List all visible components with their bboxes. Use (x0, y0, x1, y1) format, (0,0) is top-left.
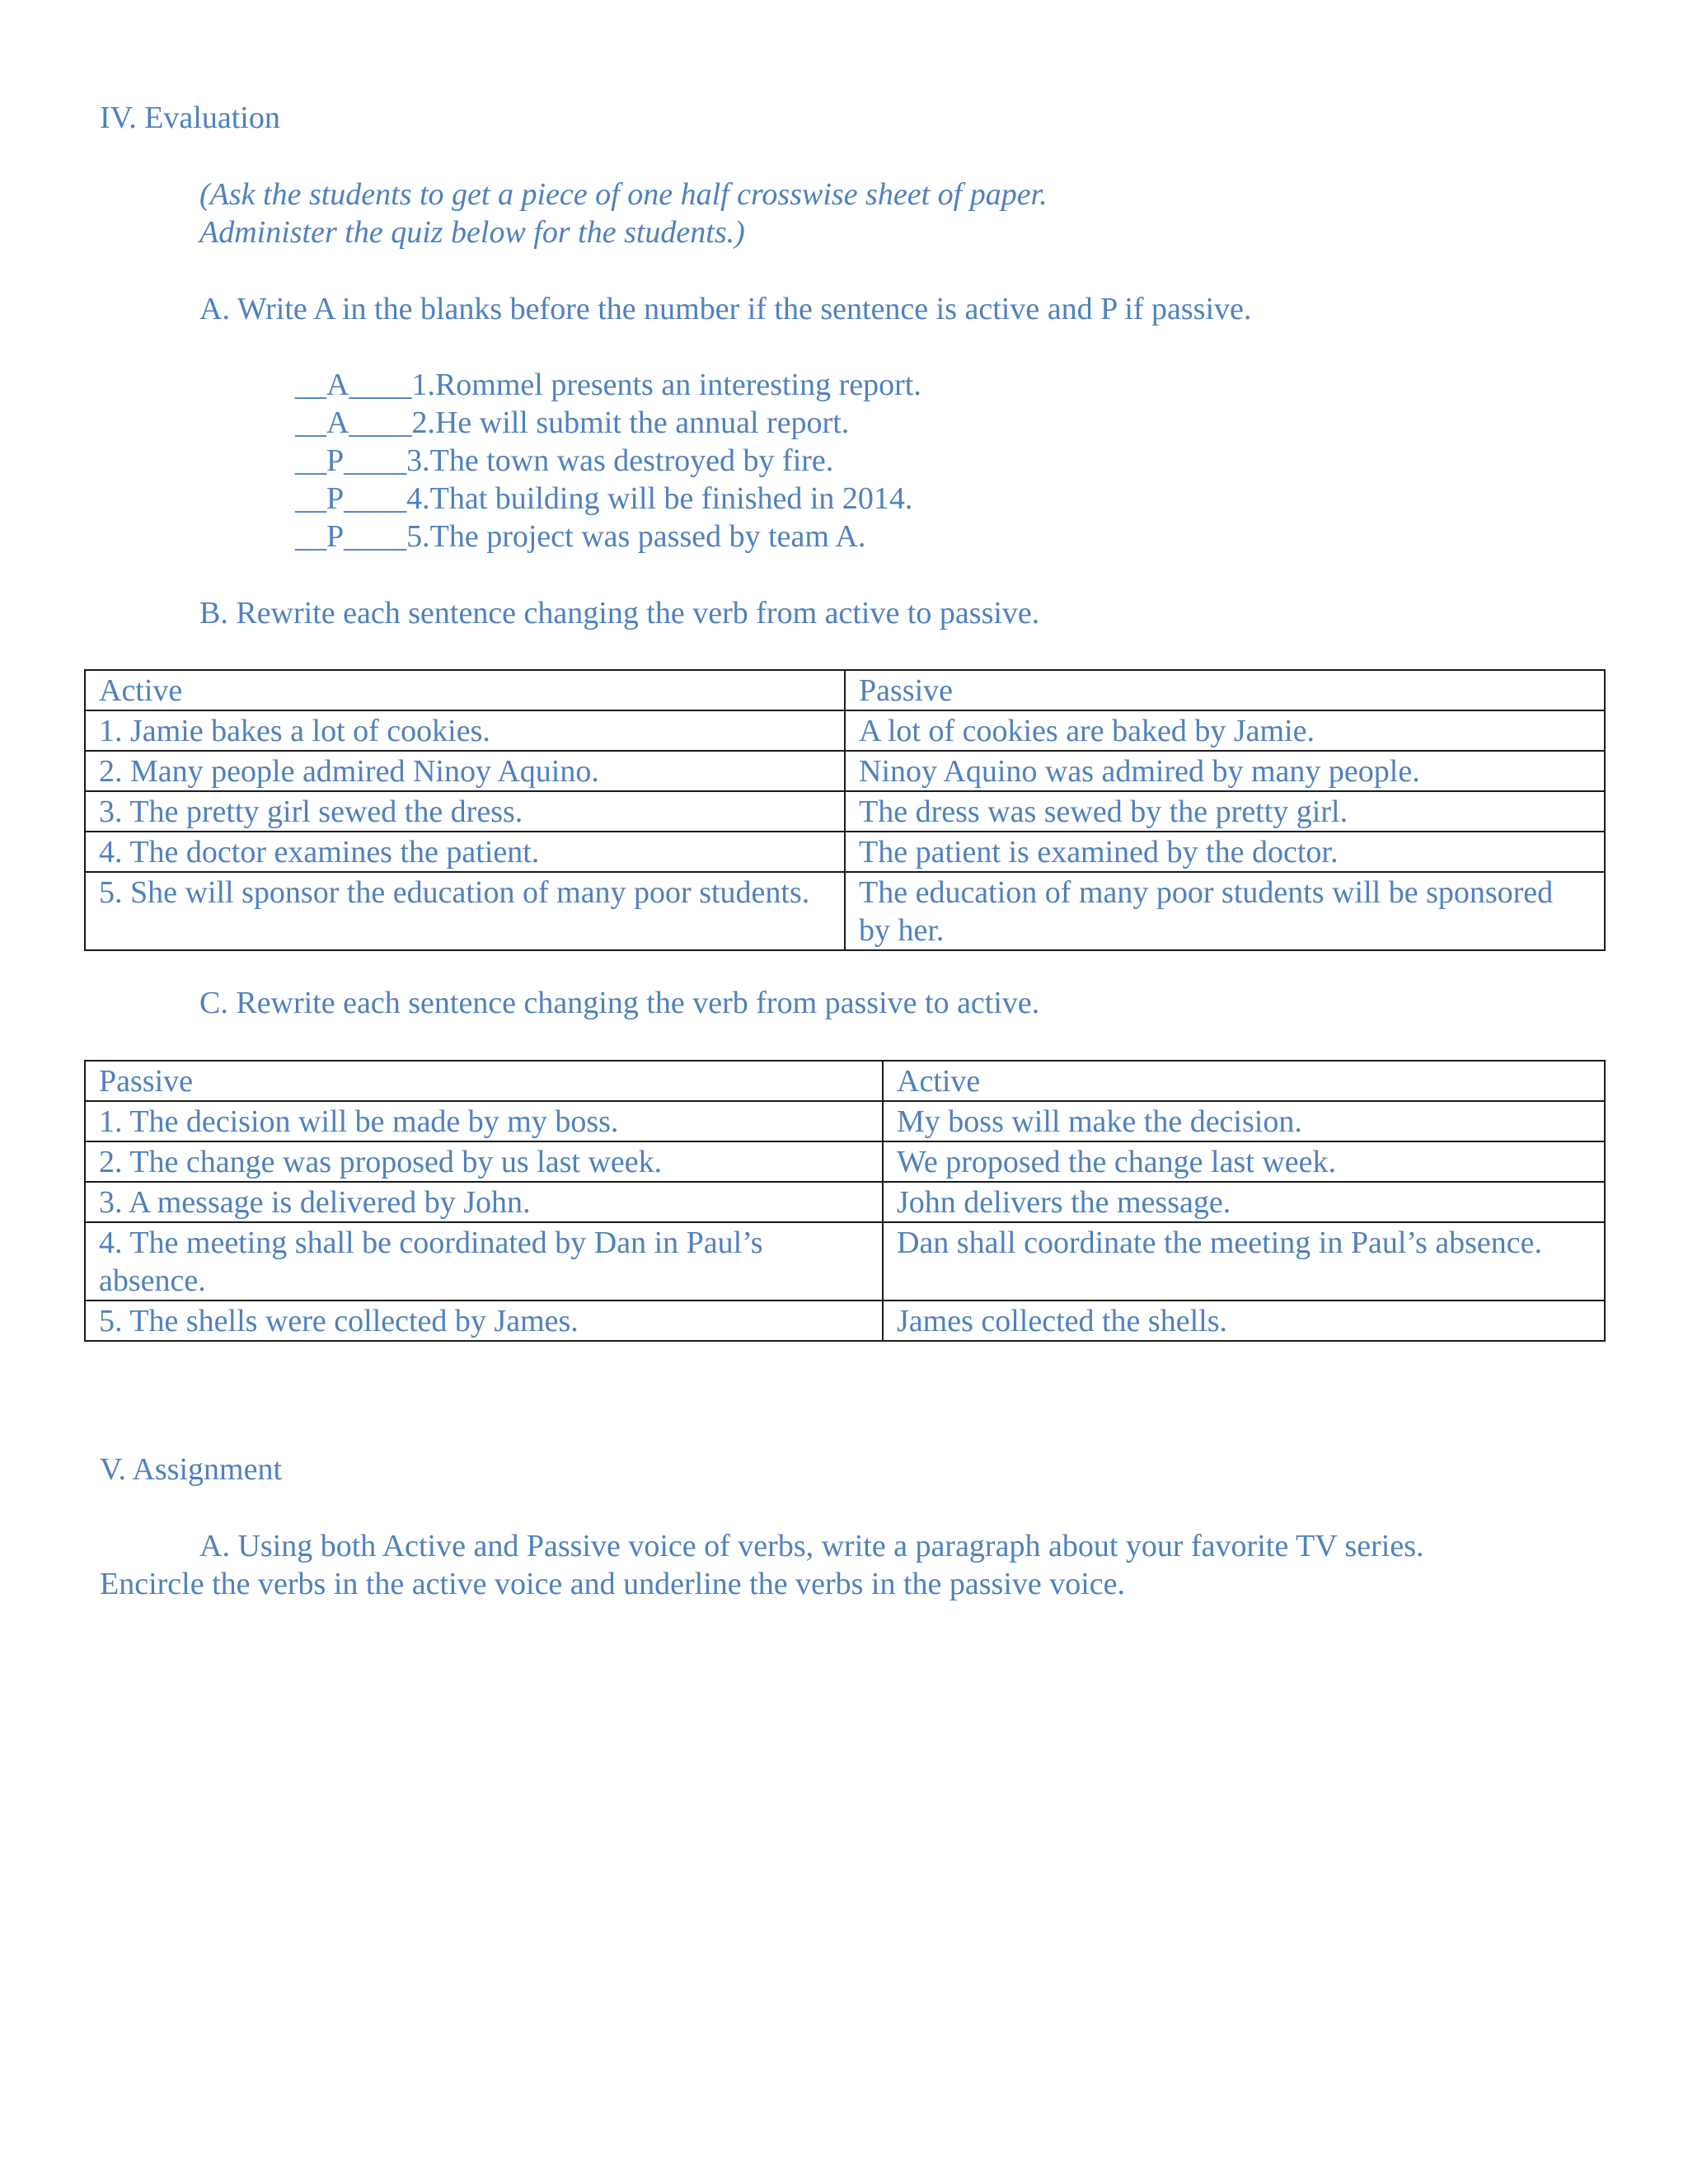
table-cell: James collected the shells. (883, 1301, 1605, 1341)
table-header-cell: Active (85, 670, 845, 710)
table-row (85, 1301, 1605, 1341)
table-header-cell: Passive (85, 1061, 883, 1101)
quiz-item: __P____4.That building will be finished in 2014. (295, 481, 913, 516)
table-cell: 4. The meeting shall be coordinated by Dan in Paul’s absence. (85, 1222, 883, 1301)
table-row (85, 710, 1605, 751)
instruction-line-1: (Ask the students to get a piece of one half crosswise sheet of paper. (199, 177, 1048, 212)
table-header-cell: Passive (845, 670, 1605, 710)
table-cell: The dress was sewed by the pretty girl. (845, 791, 1605, 832)
quiz-item: __P____3.The town was destroyed by fire. (295, 443, 834, 478)
table-header-cell: Active (883, 1061, 1605, 1101)
part-a-title: A. Write A in the blanks before the number if the sentence is active and P if passive. (199, 292, 1252, 326)
table-row (85, 751, 1605, 791)
evaluation-heading: IV. Evaluation (100, 101, 280, 135)
table-row (85, 1182, 1605, 1222)
quiz-item: __A____2.He will submit the annual report. (295, 405, 850, 440)
table-cell: 2. Many people admired Ninoy Aquino. (85, 751, 845, 791)
table-cell: My boss will make the decision. (883, 1101, 1605, 1141)
table-cell: 1. Jamie bakes a lot of cookies. (85, 710, 845, 751)
assignment-line-1: A. Using both Active and Passive voice of verbs, write a paragraph about your favorite TV series. (199, 1529, 1424, 1563)
part-c-title: C. Rewrite each sentence changing the verb from passive to active. (199, 986, 1040, 1020)
table-cell: 3. The pretty girl sewed the dress. (85, 791, 845, 832)
instruction-line-2: Administer the quiz below for the students.) (199, 215, 745, 250)
table-header-row (85, 1061, 1605, 1101)
quiz-item: __A____1.Rommel presents an interesting report. (295, 368, 921, 402)
table-cell: 5. The shells were collected by James. (85, 1301, 883, 1341)
table-row (85, 1222, 1605, 1301)
table-row (85, 1101, 1605, 1141)
table-cell: We proposed the change last week. (883, 1141, 1605, 1182)
table-cell: A lot of cookies are baked by Jamie. (845, 710, 1605, 751)
table-cell: 3. A message is delivered by John. (85, 1182, 883, 1222)
part-b-title: B. Rewrite each sentence changing the verb from active to passive. (199, 596, 1040, 630)
passive-to-active-table (84, 1060, 1606, 1342)
table-header-row (85, 670, 1605, 710)
table-cell: Dan shall coordinate the meeting in Paul’s absence. (883, 1222, 1605, 1301)
active-to-passive-table (84, 669, 1606, 951)
table-row (85, 832, 1605, 872)
table-cell: Ninoy Aquino was admired by many people. (845, 751, 1605, 791)
table-cell: 2. The change was proposed by us last week. (85, 1141, 883, 1182)
assignment-heading: V. Assignment (100, 1452, 283, 1487)
table-cell: 1. The decision will be made by my boss. (85, 1101, 883, 1141)
table-cell: The patient is examined by the doctor. (845, 832, 1605, 872)
table-row (85, 872, 1605, 950)
table-row (85, 791, 1605, 832)
quiz-item: __P____5.The project was passed by team A. (295, 519, 866, 554)
table-row (85, 1141, 1605, 1182)
table-cell: The education of many poor students will be sponsored by her. (845, 872, 1605, 950)
table-cell: John delivers the message. (883, 1182, 1605, 1222)
table-cell: 5. She will sponsor the education of many poor students. (85, 872, 845, 950)
assignment-paragraph (100, 1527, 1534, 1603)
assignment-line-2: Encircle the verbs in the active voice and underline the verbs in the passive voice. (100, 1567, 1126, 1601)
table-cell: 4. The doctor examines the patient. (85, 832, 845, 872)
